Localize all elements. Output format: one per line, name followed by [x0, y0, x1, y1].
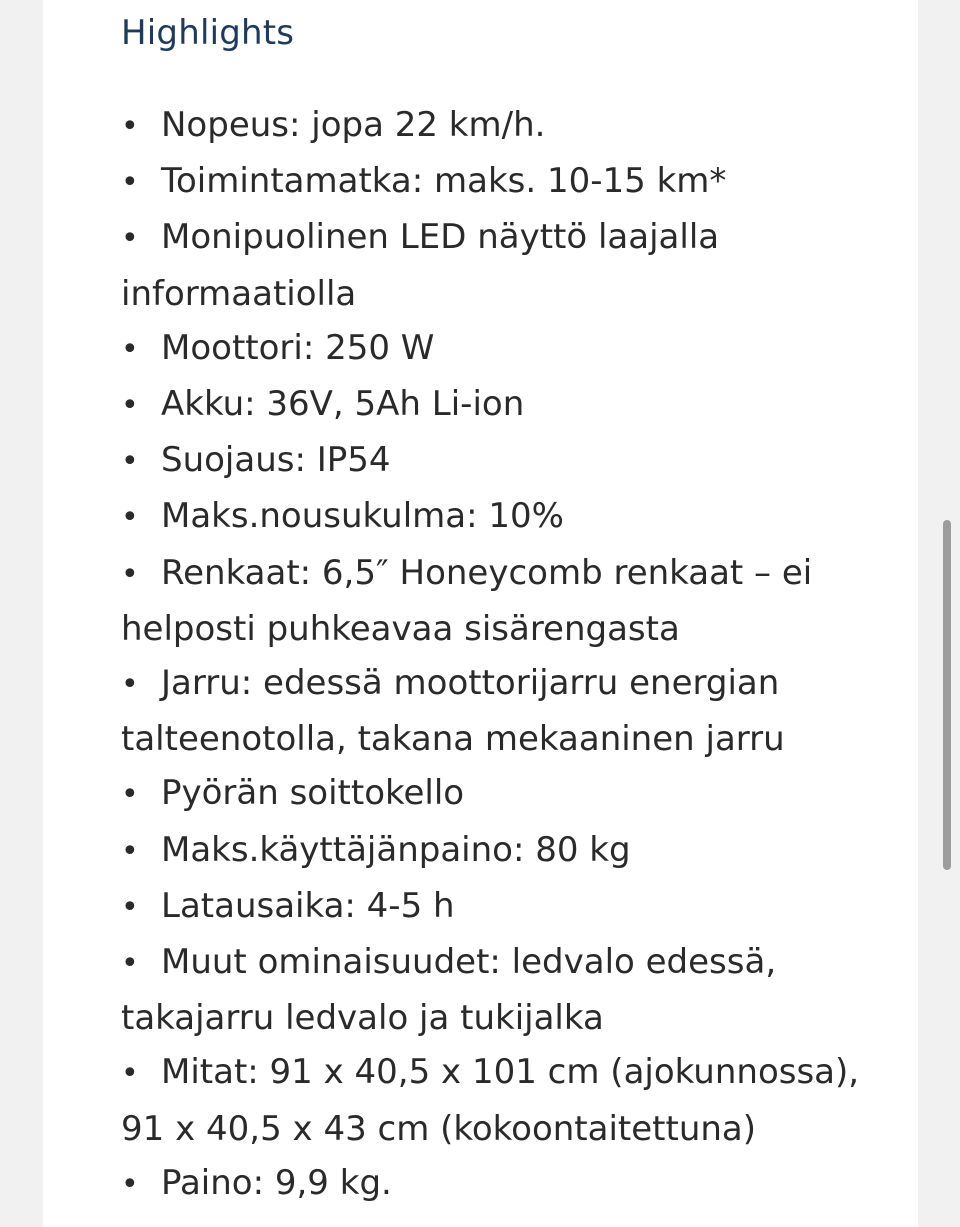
list-item-text: Muut ominaisuudet: ledvalo edessä, takajarru ledvalo ja tukijalka [121, 942, 777, 1039]
scrollbar-thumb[interactable] [943, 520, 951, 870]
bullet-icon: • [121, 889, 139, 925]
list-item [121, 433, 881, 489]
bullet-icon: • [121, 500, 139, 536]
list-item-text: Mitat: 91 x 40,5 x 101 cm (ajokunnossa), 91 x 40,5 x 43 cm (kokoontaitettuna) [121, 1052, 860, 1149]
list-item-text: Renkaat: 6,5″ Honeycomb renkaat – ei helposti puhkeavaa sisärengasta [121, 552, 813, 649]
bullet-icon: • [121, 556, 139, 592]
list-item-text: Moottori: 250 W [161, 327, 435, 368]
bullet-icon: • [121, 833, 139, 869]
list-item-text: Pyörän soittokello [161, 773, 465, 814]
list-item-text: Paino: 9,9 kg. [161, 1162, 392, 1203]
bullet-icon: • [121, 444, 139, 480]
list-item [121, 546, 881, 656]
list-item [121, 879, 881, 935]
bullet-icon: • [121, 331, 139, 367]
list-item-text: Maks.nousukulma: 10% [161, 496, 564, 537]
bullet-icon: • [121, 1166, 139, 1202]
list-item [121, 656, 881, 766]
bullet-icon: • [121, 165, 139, 201]
list-item-text: Jarru: edessä moottorijarru energian talteenotolla, takana mekaaninen jarru [121, 663, 785, 760]
bullet-icon: • [121, 388, 139, 424]
list-item [121, 98, 881, 154]
list-item-text: Nopeus: jopa 22 km/h. [161, 105, 546, 145]
bullet-icon: • [121, 946, 139, 982]
bullet-icon: • [121, 109, 139, 144]
bullet-icon: • [121, 667, 139, 703]
list-item-text: Akku: 36V, 5Ah Li-ion [161, 384, 525, 425]
vertical-scrollbar[interactable] [943, 0, 951, 1227]
list-item [121, 823, 881, 879]
list-item-text: Maks.käyttäjänpaino: 80 kg [161, 829, 631, 870]
list-item [121, 210, 881, 320]
list-item-text: Suojaus: IP54 [161, 440, 391, 481]
list-item [121, 1156, 881, 1212]
list-item [121, 766, 881, 822]
list-item [121, 377, 881, 433]
bullet-icon: • [121, 777, 139, 813]
list-item-text: Monipuolinen LED näyttö laajalla informaatiolla [121, 217, 720, 314]
list-item-text: Latausaika: 4-5 h [161, 885, 455, 926]
list-item-text: Toimintamatka: maks. 10-15 km* [161, 161, 727, 202]
list-item [121, 154, 881, 210]
list-item [121, 489, 881, 545]
section-heading: Highlights [121, 13, 295, 53]
bullet-icon: • [121, 221, 139, 257]
bullet-icon: • [121, 1056, 139, 1092]
highlights-list [121, 98, 881, 1212]
content-panel [43, 0, 918, 1227]
list-item [121, 935, 881, 1045]
list-item [121, 321, 881, 377]
list-item [121, 1045, 881, 1155]
